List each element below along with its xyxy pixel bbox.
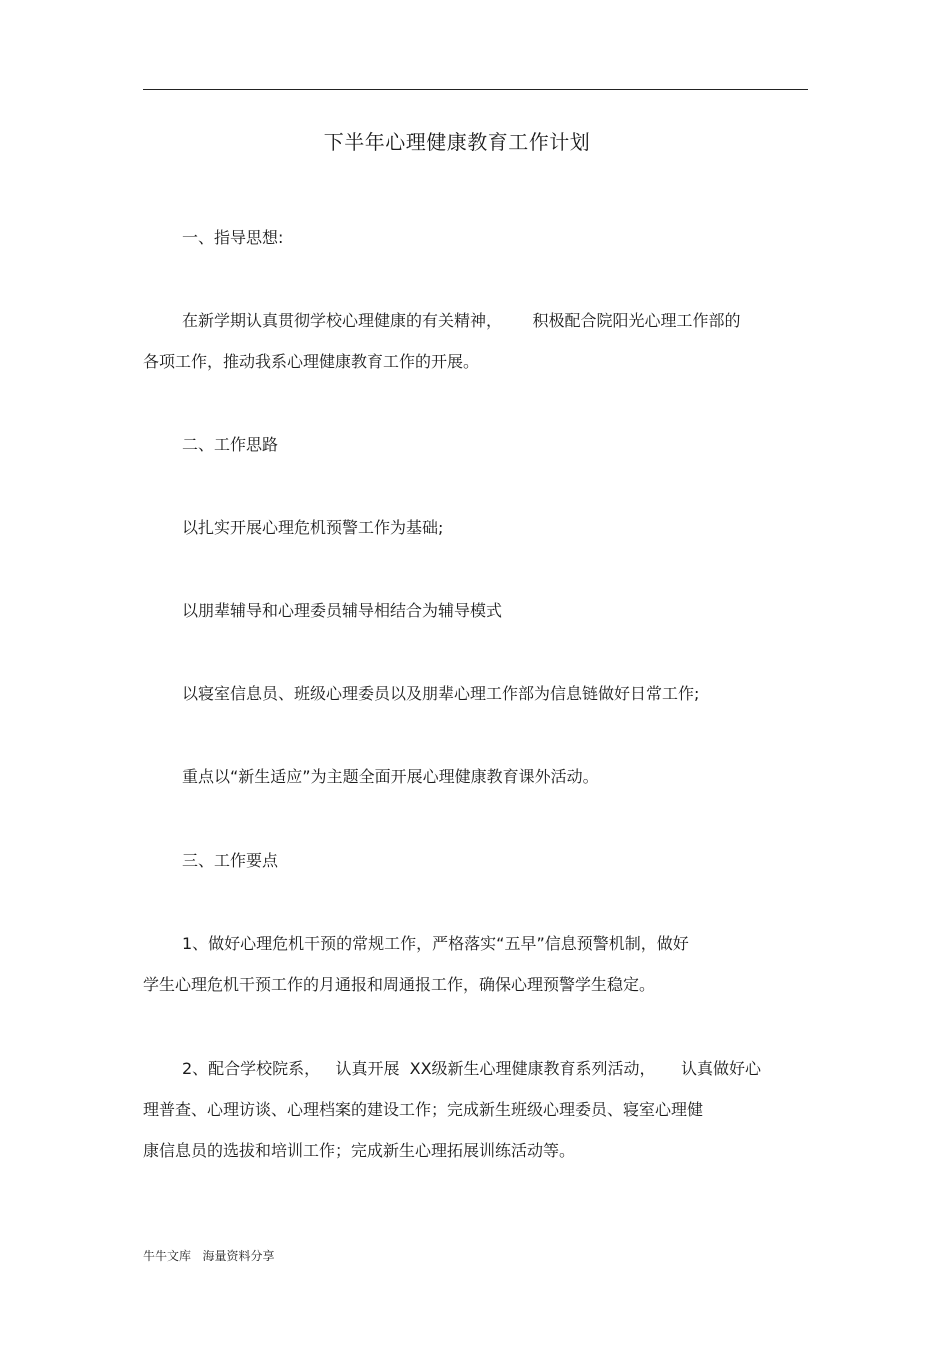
section2-item-2: 以朋辈辅导和心理委员辅导相结合为辅导模式 bbox=[182, 601, 503, 620]
point1-line1: 1、做好心理危机干预的常规工作，严格落实“五早”信息预警机制，做好 bbox=[182, 934, 689, 953]
section1-paragraph-line1: 在新学期认真贯彻学校心理健康的有关精神， 积极配合院阳光心理工作部的 bbox=[182, 311, 741, 330]
section3-heading: 三、工作要点 bbox=[182, 851, 279, 870]
footer-text: 牛牛文库 海量资料分享 bbox=[143, 1249, 275, 1263]
section2-item-3: 以寝室信息员、班级心理委员以及朋辈心理工作部为信息链做好日常工作; bbox=[182, 684, 700, 703]
point2-line1: 2、配合学校院系， 认真开展 XX级新生心理健康教育系列活动， 认真做好心 bbox=[182, 1059, 761, 1078]
header-rule bbox=[143, 89, 808, 90]
point2-line3: 康信息员的选拔和培训工作；完成新生心理拓展训练活动等。 bbox=[143, 1141, 576, 1160]
section2-item-4: 重点以“新生适应”为主题全面开展心理健康教育课外活动。 bbox=[182, 767, 599, 786]
point1-line2: 学生心理危机干预工作的月通报和周通报工作，确保心理预警学生稳定。 bbox=[143, 975, 656, 994]
section2-heading: 二、工作思路 bbox=[182, 435, 279, 454]
section2-item-1: 以扎实开展心理危机预警工作为基础; bbox=[182, 518, 444, 537]
section1-paragraph-line2: 各项工作，推动我系心理健康教育工作的开展。 bbox=[143, 352, 480, 371]
document-title: 下半年心理健康教育工作计划 bbox=[323, 130, 591, 154]
section1-heading: 一、指导思想: bbox=[182, 228, 284, 247]
point2-line2: 理普查、心理访谈、心理档案的建设工作；完成新生班级心理委员、寝室心理健 bbox=[143, 1100, 704, 1119]
